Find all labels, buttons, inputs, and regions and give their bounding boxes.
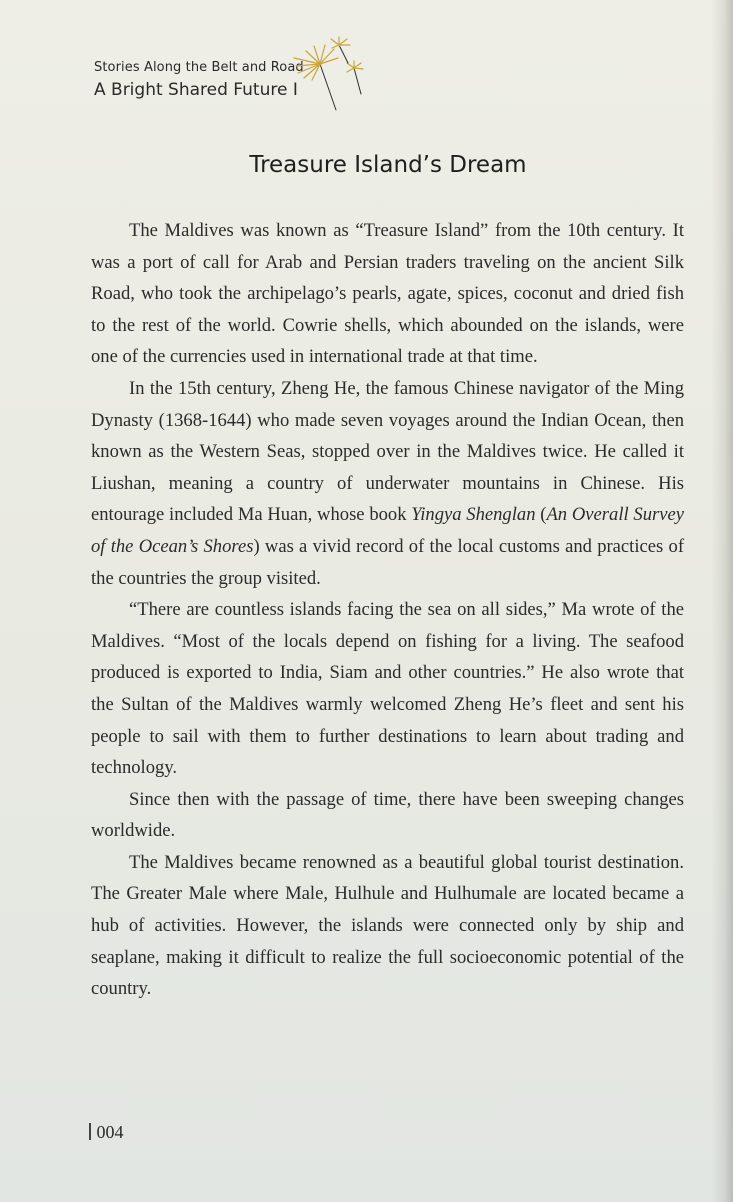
body-text <box>91 215 684 1005</box>
page-number <box>89 1122 124 1143</box>
paragraph <box>91 373 684 594</box>
paragraph-text: ) was a vivid record of the local customs and practices of the countries the group visited. <box>91 535 685 589</box>
paragraph: “There are countless islands facing the sea on all sides,” Ma wrote of the Maldives. “Most of the locals depend on fishing for a living. The seafood produced is exported to India, Siam and other countries.” He also wrote that the Sultan of the Maldives warmly welcomed Zheng He’s fleet and sent his people to sail with them to further destinations to learn about trading and technology. <box>91 599 684 779</box>
paragraph-text: ( <box>535 504 547 526</box>
chapter-title: Treasure Island’s Dream <box>249 152 527 178</box>
running-header <box>94 60 304 100</box>
series-title: Stories Along the Belt and Road <box>94 60 304 75</box>
book-title: A Bright Shared Future I <box>94 80 298 100</box>
dandelion-seed-icon <box>292 36 374 114</box>
page-spine-shadow <box>711 0 733 1202</box>
page-number-text: 004 <box>96 1122 124 1142</box>
folio-divider <box>89 1123 91 1140</box>
paragraph: The Maldives was known as “Treasure Island” from the 10th century. It was a port of call for Arab and Persian traders traveling on the ancient Silk Road, who took the archipelago’s pearls, agate, spices, coconut and dried fish to the rest of the world. Cowrie shells, which abounded on the islands, were one of the currencies used in international trade at that time. <box>91 220 684 368</box>
book-title-italic: Yingya Shenglan <box>411 504 536 526</box>
paragraph-text: In the 15th century, Zheng He, the famous Chinese navigator of the Ming Dynasty (1368-1644) who made seven voyages around the Indian Ocean, then known as the Western Seas, stopped over in the Maldives twice. He called it Liushan, meaning a country of underwater mountains in Chinese. His entourage included Ma Huan, whose book <box>91 377 684 526</box>
paragraph: Since then with the passage of time, there have been sweeping changes worldwide. <box>91 788 684 842</box>
book-title-translation-italic: An Overall Survey of the Ocean’s Shores <box>91 504 685 557</box>
paragraph: The Maldives became renowned as a beautiful global tourist destination. The Greater Male where Male, Hulhule and Hulhumale are located became a hub of activities. However, the islands were connected only by ship and seaplane, making it difficult to realize the full socioeconomic potential of the country. <box>91 851 684 1000</box>
